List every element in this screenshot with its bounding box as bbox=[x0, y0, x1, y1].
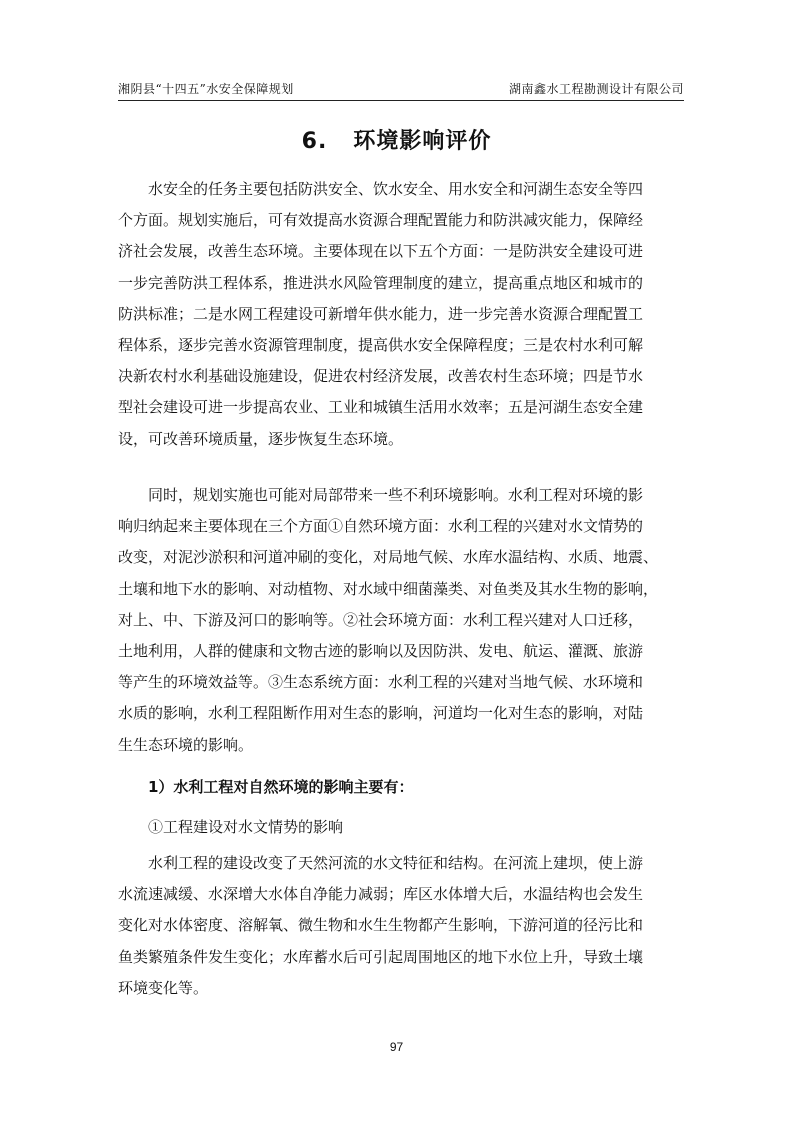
paragraph-line: 水利工程的建设改变了天然河流的水文特征和结构。在河流上建坝，使上游 bbox=[148, 854, 644, 872]
paragraph-line: 环境变化等。 bbox=[118, 978, 209, 997]
header-company-name: 湖南鑫水工程勘测设计有限公司 bbox=[508, 82, 684, 96]
paragraph-line: 水流速减缓、水深增大水体自净能力减弱；库区水体增大后，水温结构也会发生 bbox=[118, 885, 644, 904]
paragraph-line: 一步完善防洪工程体系，推进洪水风险管理制度的建立，提高重点地区和城市的 bbox=[118, 273, 644, 292]
paragraph-line: 改变，对泥沙淤积和河道冲刷的变化，对局地气候、水库水温结构、水质、地震、 bbox=[118, 548, 659, 567]
paragraph-line: 个方面。规划实施后，可有效提高水资源合理配置能力和防洪减灾能力，保障经 bbox=[118, 211, 644, 230]
paragraph-line: 设，可改善环境质量，逐步恢复生态环境。 bbox=[118, 429, 404, 448]
section-title-text: 环境影响评价 bbox=[353, 129, 492, 154]
paragraph-line: 对上、中、下游及河口的影响等。②社会环境方面：水利工程兴建对人口迁移， bbox=[118, 610, 644, 629]
paragraph-3 bbox=[118, 848, 684, 1004]
paragraph-line: 响归纳起来主要体现在三个方面①自然环境方面：水利工程的兴建对水文情势的 bbox=[118, 517, 644, 536]
paragraph-1 bbox=[118, 174, 684, 455]
subheading-natural-environment: 1）水利工程对自然环境的影响主要有： bbox=[148, 778, 414, 796]
page-header bbox=[118, 78, 684, 101]
page-number: 97 bbox=[389, 1040, 404, 1054]
section-number: 6. bbox=[301, 129, 328, 154]
paragraph-line: 水质的影响，水利工程阻断作用对生态的影响，河道均一化对生态的影响，对陆 bbox=[118, 704, 644, 723]
paragraph-line: 鱼类繁殖条件发生变化；水库蓄水后可引起周围地区的地下水位上升，导致土壤 bbox=[118, 947, 644, 966]
paragraph-line: 水安全的任务主要包括防洪安全、饮水安全、用水安全和河湖生态安全等四 bbox=[148, 180, 644, 198]
paragraph-line: 济社会发展，改善生态环境。主要体现在以下五个方面：一是防洪安全建设可进 bbox=[118, 242, 644, 261]
section-title bbox=[0, 124, 793, 155]
paragraph-line: 等产生的环境效益等。③生态系统方面：水利工程的兴建对当地气候、水环境和 bbox=[118, 673, 644, 692]
paragraph-line: 程体系，逐步完善水资源管理制度，提高供水安全保障程度；三是农村水利可解 bbox=[118, 335, 644, 354]
paragraph-line: 防洪标准；二是水网工程建设可新增年供水能力，进一步完善水资源合理配置工 bbox=[118, 304, 644, 323]
paragraph-line: 型社会建设可进一步提高农业、工业和城镇生活用水效率；五是河湖生态安全建 bbox=[118, 398, 644, 417]
paragraph-line: 土壤和地下水的影响、对动植物、对水域中细菌藻类、对鱼类及其水生物的影响， bbox=[118, 579, 659, 598]
paragraph-line: 土地利用，人群的健康和文物古迹的影响以及因防洪、发电、航运、灌溉、旅游 bbox=[118, 641, 644, 660]
paragraph-line: 决新农村水利基础设施建设，促进农村经济发展，改善农村生态环境；四是节水 bbox=[118, 367, 644, 386]
paragraph-line: 生生态环境的影响。 bbox=[118, 735, 254, 754]
header-document-title: 湘阴县“十四五”水安全保障规划 bbox=[118, 82, 294, 96]
paragraph-line: 变化对水体密度、溶解氧、微生物和水生生物都产生影响，下游河道的径污比和 bbox=[118, 916, 644, 935]
paragraph-2 bbox=[118, 480, 684, 761]
paragraph-line: 同时，规划实施也可能对局部带来一些不利环境影响。水利工程对环境的影 bbox=[148, 486, 644, 504]
list-item-hydrology: ①工程建设对水文情势的影响 bbox=[148, 818, 344, 836]
